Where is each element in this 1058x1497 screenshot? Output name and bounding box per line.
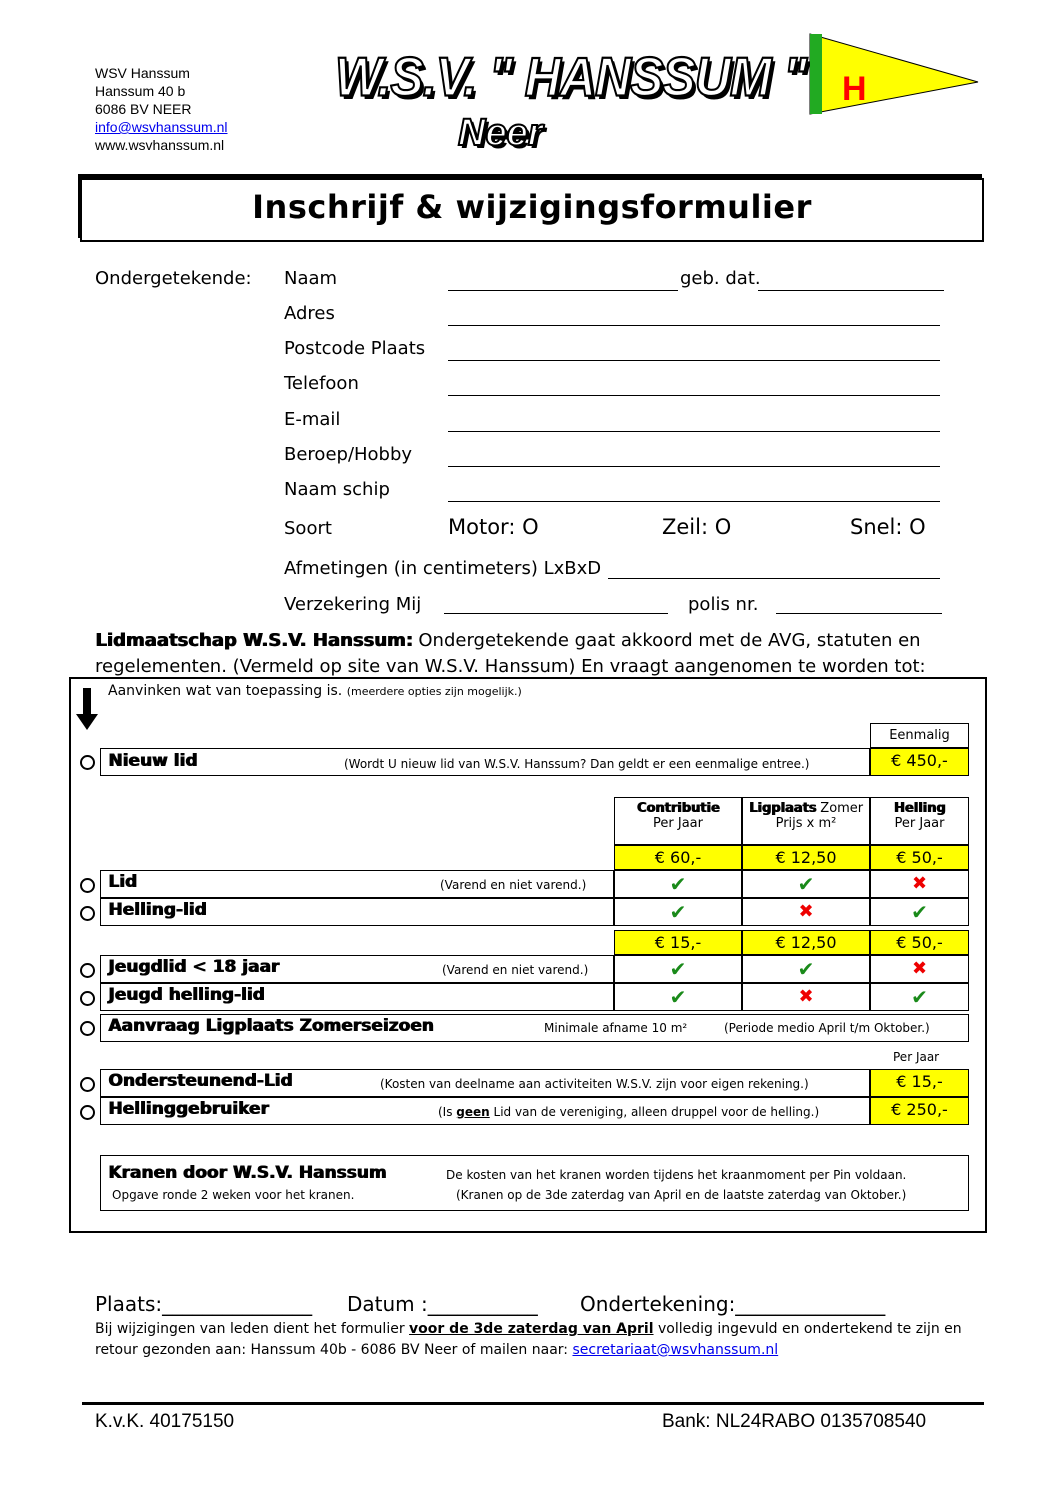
plaats-field[interactable]: Plaats:_______________ [95,1292,313,1316]
jeugdlid-radio[interactable] [80,963,95,978]
kranen-note-dates: (Kranen op de 3de zaterdag van April en de laatste zaterdag van Oktober.) [456,1188,907,1202]
cross-icon: ✖ [742,898,870,926]
cross-icon: ✖ [870,955,969,983]
ondertekening-field[interactable]: Ondertekening:_______________ [580,1292,886,1316]
dob-label: geb. dat. [680,268,761,289]
website-text: www.wsvhanssum.nl [95,137,225,153]
soort-label: Soort [284,518,332,539]
type-snel-option[interactable]: Snel: O [850,515,926,539]
field-label-naam: Naam [284,268,338,289]
aanvraag-radio[interactable] [80,1021,95,1036]
ondersteunend-note: (Kosten van deelname aan activiteiten W.S.V. zijn voor eigen rekening.) [380,1077,809,1091]
beroep-field[interactable] [448,466,940,467]
secretariaat-email-link[interactable]: secretariaat@wsvhanssum.nl [572,1342,779,1358]
cross-icon: ✖ [742,983,870,1011]
hellinggebruiker-radio[interactable] [80,1105,95,1120]
ligplaats-header: Ligplaats Zomer Prijs x m² [742,797,870,845]
polis-label: polis nr. [688,594,759,615]
ligplaats-price: € 12,50 [742,845,870,870]
type-motor-option[interactable]: Motor: O [448,515,539,539]
nieuw-lid-note: (Wordt U nieuw lid van W.S.V. Hanssum? Dan geldt er een eenmalige entree.) [344,757,810,771]
nieuw-lid-radio[interactable] [80,755,95,770]
schip-field[interactable] [448,501,940,502]
contributie-header: Contributie Per Jaar [614,797,742,845]
lid-note: (Varend en niet varend.) [440,878,587,892]
jeugdlid-label: Jeugdlid < 18 jaar [108,957,279,977]
aanvraag-label: Aanvraag Ligplaats Zomerseizoen [108,1016,434,1036]
jeugd-ligplaats-price: € 12,50 [742,930,870,955]
kranen-sub: Opgave ronde 2 weken voor het kranen. [112,1188,355,1202]
check-icon: ✔ [742,955,870,983]
lid-label: Lid [108,872,137,892]
verzekering-field[interactable] [444,613,668,614]
club-flag-icon [808,32,980,116]
aanvraag-note-period: (Periode medio April t/m Oktober.) [724,1021,930,1035]
instruction-note: Bij wijzigingen van leden dient het formulier voor de 3de zaterdag van April volledig ingevuld en ondertekend te zijn en retour gezonden aan: Hanssum 40b - 6086 BV Neer of mailen naar: secretariaat@wsvhanssum.nl [95,1321,962,1358]
contributie-price: € 60,- [614,845,742,870]
jeugdlid-note: (Varend en niet varend.) [442,963,589,977]
hellinggebruiker-label: Hellinggebruiker [108,1099,269,1119]
email-link[interactable]: info@wsvhanssum.nl [95,119,228,135]
dob-field[interactable] [758,290,944,291]
title-box [80,178,984,242]
datum-field[interactable]: Datum :___________ [347,1292,538,1316]
address-line: WSV Hanssum [95,65,190,81]
helling-lid-radio[interactable] [80,906,95,921]
address-line: Hanssum 40 b [95,83,186,99]
naam-field[interactable] [448,290,678,291]
cross-icon: ✖ [870,870,969,898]
email-field[interactable] [448,431,940,432]
jeugd-helling-price: € 50,- [870,930,969,955]
bank-number: Bank: NL24RABO 0135708540 [662,1411,927,1432]
field-label-telefoon: Telefoon [284,373,359,394]
check-icon: ✔ [614,955,742,983]
jeugd-contributie-price: € 15,- [614,930,742,955]
jeugd-helling-lid-label: Jeugd helling-lid [108,985,265,1005]
postcode-field[interactable] [448,360,940,361]
field-label-adres: Adres [284,303,335,324]
jeugd-helling-lid-radio[interactable] [80,991,95,1006]
check-icon: ✔ [742,870,870,898]
per-jaar-label: Per Jaar [893,1050,940,1064]
membership-heading: Lidmaatschap W.S.V. Hanssum: [95,630,413,651]
membership-paragraph [95,628,975,680]
helling-header: Helling Per Jaar [870,797,969,845]
verzekering-label: Verzekering Mij [284,594,422,615]
field-label-schip: Naam schip [284,479,390,500]
eenmalig-header: Eenmalig [870,723,969,748]
helling-price: € 50,- [870,845,969,870]
telefoon-field[interactable] [448,395,940,396]
page-title: Inschrijf & wijzigingsformulier [252,188,812,226]
helling-lid-label: Helling-lid [108,900,207,920]
footer-divider [82,1402,984,1405]
field-label-beroep: Beroep/Hobby [284,444,413,465]
type-zeil-option[interactable]: Zeil: O [662,515,732,539]
ondersteunend-radio[interactable] [80,1077,95,1092]
check-icon: ✔ [614,898,742,926]
adres-field[interactable] [448,325,940,326]
club-address [95,64,228,154]
aanvraag-note-min: Minimale afname 10 m² [544,1021,688,1035]
membership-text: Ondergetekende gaat akkoord met de AVG, statuten en regelementen. (Vermeld op site van W.S.V. Hanssum) En vraagt aangenomen te worden tot: [95,630,926,677]
check-icon: ✔ [614,870,742,898]
afmetingen-field[interactable] [608,578,940,579]
check-icon: ✔ [870,983,969,1011]
afmetingen-label: Afmetingen (in centimeters) LxBxD [284,558,602,579]
lid-radio[interactable] [80,878,95,893]
logo-title: W.S.V. " HANSSUM " [335,46,807,108]
flag-letter: H [842,70,867,108]
field-label-postcode: Postcode Plaats [284,338,426,359]
ondersteunend-price: € 15,- [870,1069,969,1097]
field-label-email: E-mail [284,409,341,430]
check-icon: ✔ [870,898,969,926]
polis-field[interactable] [776,613,942,614]
instruction-text: Aanvinken wat van toepassing is. (meerdere opties zijn mogelijk.) [108,683,522,699]
kvk-number: K.v.K. 40175150 [95,1411,235,1432]
undersigned-label: Ondergetekende: [95,268,252,289]
arrow-down-icon [76,688,98,730]
logo-subtitle: Neer [458,112,543,154]
nieuw-lid-label: Nieuw lid [108,751,198,771]
nieuw-lid-price: € 450,- [870,748,969,776]
kranen-note-cost: De kosten van het kranen worden tijdens het kraanmoment per Pin voldaan. [446,1168,907,1182]
hellinggebruiker-note: (Is geen Lid van de vereniging, alleen druppel voor de helling.) [438,1105,820,1119]
ondersteunend-label: Ondersteunend-Lid [108,1071,293,1091]
kranen-label: Kranen door W.S.V. Hanssum [108,1163,387,1183]
hellinggebruiker-price: € 250,- [870,1097,969,1125]
check-icon: ✔ [614,983,742,1011]
address-line: 6086 BV NEER [95,101,192,117]
